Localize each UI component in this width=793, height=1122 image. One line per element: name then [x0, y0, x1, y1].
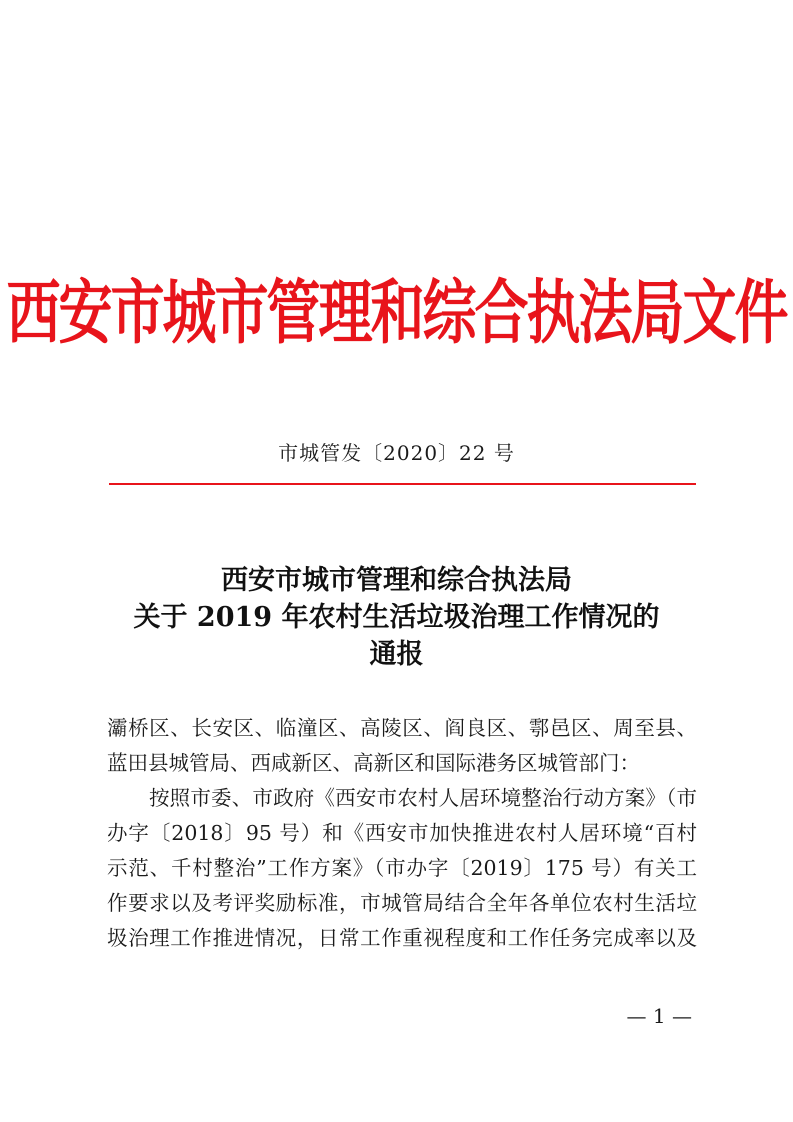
red-divider-line	[109, 483, 696, 485]
paragraph-line-2: 办字〔2018〕95 号）和《西安市加快推进农村人居环境“百村	[107, 821, 697, 845]
paragraph-line-3: 示范、千村整治”工作方案》（市办字〔2019〕175 号）有关工	[107, 856, 697, 880]
issuer-red-header: 西安市城市管理和综合执法局文件	[6, 271, 787, 353]
paragraph-line-4: 作要求以及考评奖励标准，市城管局结合全年各单位农村生活垃	[107, 891, 697, 915]
document-title-line-2: 关于 2019 年农村生活垃圾治理工作情况的	[133, 602, 660, 633]
page-number: — 1 —	[626, 1004, 692, 1028]
document-title-line-1: 西安市城市管理和综合执法局	[221, 565, 572, 596]
addressee-line-2: 蓝田县城管局、西咸新区、高新区和国际港务区城管部门：	[107, 751, 640, 775]
document-title-line-3: 通报	[369, 639, 424, 670]
paragraph-line-1: 按照市委、市政府《西安市农村人居环境整治行动方案》（市	[149, 786, 697, 810]
addressee-line-1: 灞桥区、长安区、临潼区、高陵区、阎良区、鄠邑区、周至县、	[107, 716, 697, 740]
document-body	[107, 711, 697, 956]
paragraph-line-5: 圾治理工作推进情况，日常工作重视程度和工作任务完成率以及	[107, 926, 697, 950]
document-title	[0, 562, 793, 673]
document-number: 市城管发〔2020〕22 号	[278, 441, 515, 465]
